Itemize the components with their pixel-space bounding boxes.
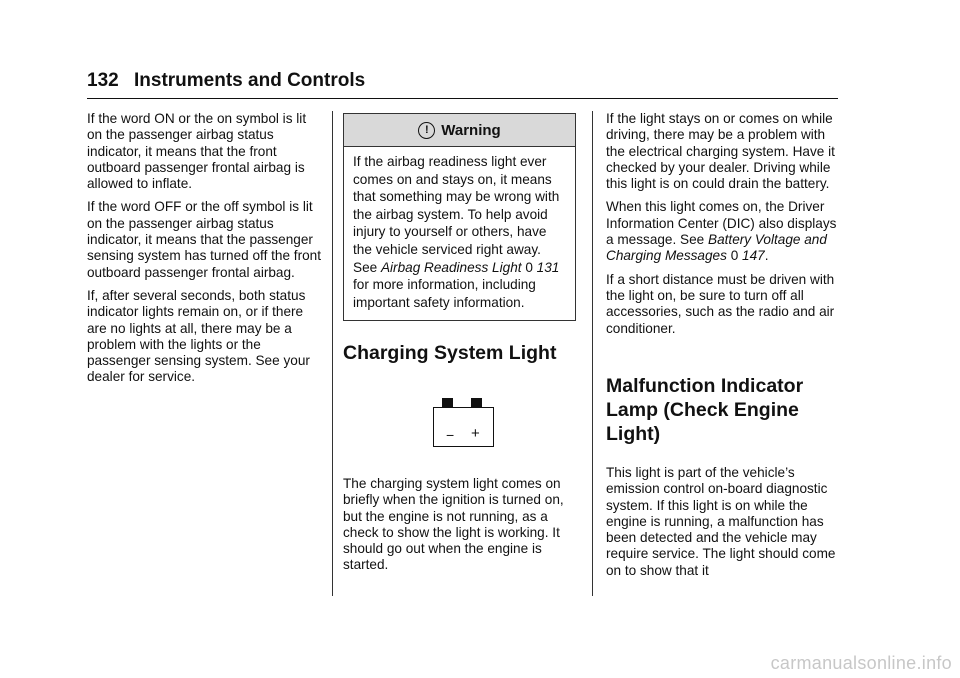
warning-icon: ! xyxy=(418,122,435,139)
section-title: Instruments and Controls xyxy=(134,70,366,91)
battery-terminal xyxy=(442,398,453,407)
warning-body xyxy=(344,147,575,311)
column-1 xyxy=(87,111,323,393)
text: . xyxy=(764,248,769,264)
malfunction-heading: Malfunction Indicator Lamp (Check Engine Light) xyxy=(606,375,804,445)
page-ref-icon: 0 xyxy=(525,259,533,275)
malfunction-paragraph xyxy=(606,465,842,586)
paragraph xyxy=(606,199,842,264)
page-ref-number[interactable]: 131 xyxy=(536,259,560,275)
cross-reference-link[interactable]: Battery Voltage and Charging Messages xyxy=(606,232,827,264)
warning-title: Warning xyxy=(441,121,501,139)
column-3 xyxy=(606,111,842,344)
watermark: carmanualsonline.info xyxy=(770,653,952,673)
battery-terminal xyxy=(471,398,482,407)
page-header xyxy=(87,70,838,100)
header-rule xyxy=(87,98,838,99)
paragraph: If, after several seconds, both status indicator lights remain on, or if there are no lights at all, there may be a problem with the lights or the passenger sensing system. See your dealer for service. xyxy=(87,287,310,385)
warning-text: If the airbag readiness light ever comes on and stays on, it means that something may be wrong with the airbag system. To help avoid injury to yourself or others, have the vehicle serviced right away. See xyxy=(353,154,560,275)
paragraph: The charging system light comes on briefly when the ignition is turned on, but the engine is not running, as a check to show the light is working. It should go out when the engine is started. xyxy=(343,476,564,573)
plus-sign: + xyxy=(471,425,480,442)
minus-sign: − xyxy=(446,427,455,443)
battery-icon xyxy=(433,398,495,448)
paragraph: If the word ON or the on symbol is lit on the passenger airbag status indicator, it means that the front outboard passenger frontal airbag is allowed to inflate. xyxy=(87,111,307,192)
charging-heading: Charging System Light xyxy=(343,342,557,364)
charging-paragraph xyxy=(343,476,583,581)
column-divider-right xyxy=(592,111,593,596)
page-ref-icon: 0 xyxy=(730,248,739,264)
warning-header xyxy=(344,114,575,147)
page-ref-number[interactable]: 147 xyxy=(742,248,765,264)
paragraph: If a short distance must be driven with the light on, be sure to turn off all accessories, such as the radio and air conditioner. xyxy=(606,271,835,336)
warning-text-end: for more information, including important safety information. xyxy=(353,277,536,310)
cross-reference-link[interactable]: Airbag Readiness Light xyxy=(380,259,522,275)
text: When this light comes on, the Driver Information Center (DIC) also displays a message. See xyxy=(606,199,837,248)
paragraph: If the word OFF or the off symbol is lit on the passenger airbag status indicator, it means that the passenger sensing system has turned off the front outboard passenger frontal airbag. xyxy=(87,199,321,280)
column-divider-left xyxy=(332,111,333,596)
warning-box xyxy=(343,113,576,321)
page-number: 132 xyxy=(87,70,119,91)
battery-body xyxy=(433,407,494,447)
paragraph: If the light stays on or comes on while driving, there may be a problem with the electrical charging system. Have it checked by your dealer. Driving while this light is on could drain the battery. xyxy=(606,111,835,192)
paragraph: This light is part of the vehicle’s emission control on-board diagnostic system. If this light is on while the engine is running, a malfunction has been detected and the vehicle may require service. The light should come on to show that it xyxy=(606,465,836,578)
